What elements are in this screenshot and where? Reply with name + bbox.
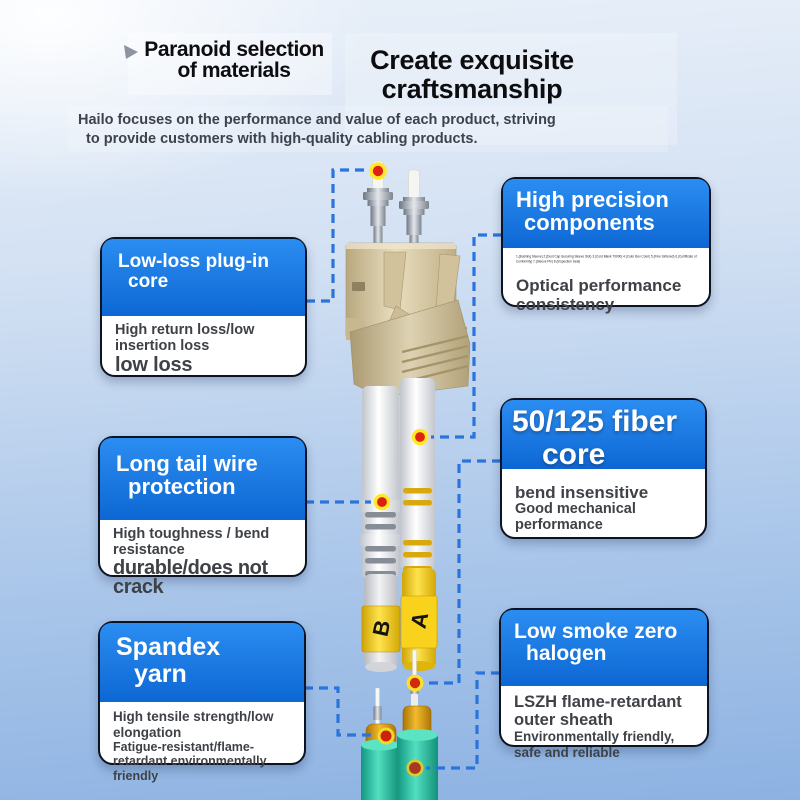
marker-fiber (408, 676, 422, 690)
callout-body-line: Good mechanical performance (515, 501, 636, 533)
micro-print: 1.(Bushing Sleeve) 2.(Dust Cap Securing Sleeve Slot) 3.(Cord Blank 70000) 4.(Color Box Color) 5.(Fine Sintered) 6.(Certificate of Conformity) 7.(Sleeve Pin) 8.(Inspection Seal) (516, 255, 697, 264)
callout-low-smoke-zero-halogen (499, 608, 709, 760)
subtitle-line2: to provide customers with high-quality cabling products. (86, 130, 478, 147)
callout-body-line: Optical performance consistency (516, 276, 682, 315)
callout-title-line2: core (128, 271, 169, 293)
callout-title (100, 438, 305, 520)
callout-title (102, 239, 305, 316)
page-title-left (128, 39, 340, 82)
marker-yarn (379, 729, 393, 743)
callout-long-tail-wire-protection (98, 436, 307, 599)
boot-right (400, 378, 435, 572)
callout-body-line: LSZH flame-retardant outer sheath (514, 693, 682, 730)
title-left-line2: of materials (177, 59, 291, 83)
callout-body (501, 686, 707, 760)
callout-title (100, 623, 304, 702)
callout-title-line1: Long tail wire (116, 451, 258, 476)
marker-boot (413, 430, 426, 443)
ferrule-right (399, 170, 429, 252)
connector-housing (346, 243, 470, 397)
marker-tail-wire (375, 495, 388, 508)
callout-body-line: High toughness / bend resistance (113, 526, 270, 558)
callout-body (100, 520, 305, 598)
tube-a (401, 568, 437, 671)
callout-title-line1: High precision (516, 187, 669, 212)
leader-spandex (304, 688, 375, 735)
marker-jacket (408, 761, 422, 775)
callout-title-line1: Low smoke zero (514, 620, 678, 643)
stripped-cable-right (397, 650, 438, 800)
connector-label-b: B (367, 617, 396, 639)
callout-title-line2: core (542, 438, 606, 471)
callout-title-line1: Low-loss plug-in (118, 251, 269, 272)
callout-title-line2: components (524, 210, 655, 236)
callout-title-line2: halogen (526, 642, 607, 666)
callout-title-line1: Spandex (116, 633, 221, 661)
subtitle-line1: Hailo focuses on the performance and value of each product, striving (78, 112, 556, 128)
callout-high-precision-components (501, 177, 711, 315)
callout-spandex-yarn (98, 621, 306, 783)
title-right-line2: craftsmanship (381, 74, 563, 105)
callout-title-line2: yarn (134, 659, 187, 688)
callout-body (503, 248, 709, 314)
callout-fiber-core (500, 398, 707, 539)
connector-label-a: A (405, 609, 434, 631)
stripped-cable-left (361, 688, 399, 800)
callout-body (100, 702, 304, 783)
page-subtitle (78, 111, 678, 149)
title-left-line1: Paranoid selection (144, 38, 324, 61)
callout-body-line: bend insensitive (515, 483, 649, 502)
lc-duplex-connector-illustration (346, 161, 470, 800)
callout-title (502, 400, 705, 469)
callout-body-line: durable/does not crack (113, 556, 268, 599)
leader-fiber-core (427, 461, 501, 683)
title-right-line1: Create exquisite (370, 45, 574, 75)
callout-body (102, 316, 305, 376)
marker-ferrule (371, 164, 385, 178)
tube-b (362, 574, 400, 672)
callout-body-line: low loss (115, 353, 193, 376)
callout-title (503, 179, 709, 248)
page-title-right (346, 46, 598, 104)
callout-title (501, 610, 707, 686)
boot-left (359, 386, 402, 578)
callout-body-line: Fatigue-resistant/flame-retardant environmentally friendly (113, 740, 267, 783)
callout-body-line: High return loss/low insertion loss (115, 322, 255, 354)
callout-body-line: High tensile strength/low elongation (113, 709, 274, 740)
callout-body-line: Environmentally friendly, safe and reliable (514, 729, 675, 760)
callout-title-line1: 50/125 fiber (512, 405, 678, 438)
callout-low-loss-plug-in-core (100, 237, 307, 377)
callout-body (502, 469, 705, 534)
callout-title-line2: protection (128, 474, 236, 500)
